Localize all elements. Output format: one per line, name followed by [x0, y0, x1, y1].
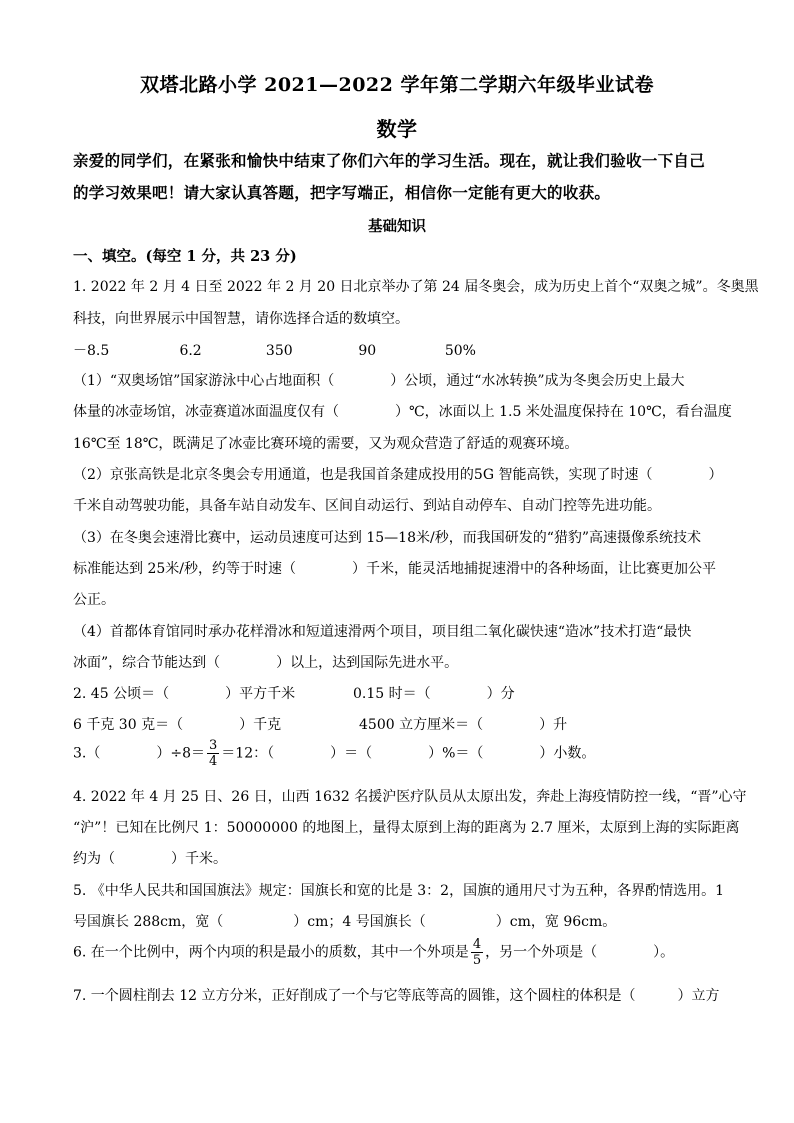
choice-item: －8.5: [73, 343, 110, 359]
q2-d: 4500 立方厘米＝（ ）升: [359, 717, 568, 733]
choice-item: 50%: [444, 343, 476, 359]
q1-sub1-line-1: （1）“双奥场馆”国家游泳中心占地面积（ ）公顷，通过“水冰转换”成为冬奥会历史上最大: [73, 373, 685, 389]
q6-frac-den: 5: [472, 953, 482, 968]
q4-line-2: “沪”！已知在比例尺 1：50000000 的地图上，量得太原到上海的距离为 2.7 厘米，太原到上海的实际距离: [73, 820, 740, 836]
q2-c: 6 千克 30 克＝（ ）千克: [73, 717, 282, 733]
part-heading: 一、填空。(每空 1 分，共 23 分): [73, 248, 297, 265]
q3-post: ＝12：（ ）＝（ ）%＝（ ）小数。: [221, 745, 596, 762]
q1-sub1-line-2: 体量的冰壶场馆，冰壶赛道冰面温度仅有（ ）℃，冰面以上 1.5 米处温度保持在 10℃，看台温度: [73, 404, 732, 420]
intro-line-2: 的学习效果吧！请大家认真答题，把字写端正，相信你一定能有更大的收获。: [73, 183, 611, 202]
q5-line-1: 5. 《中华人民共和国国旗法》规定：国旗长和宽的比是 3：2，国旗的通用尺寸为五种，各界酌情选用。1: [73, 883, 724, 899]
q6-frac-num: 4: [472, 937, 482, 952]
q2-row-1: [73, 683, 723, 703]
q1-sub1-line-3: 16℃至 18℃，既满足了冰壶比赛环境的需要，又为观众营造了舒适的观赛环境。: [73, 436, 579, 452]
q1-sub2-line-2: 千米自动驾驶功能，具备车站自动发车、区间自动运行、到站自动停车、自动门控等先进功能。: [73, 498, 661, 514]
q6-pre: 6. 在一个比例中，两个内项的积是最小的质数，其中一个外项是: [73, 944, 469, 961]
q1-sub3-line-2: 标准能达到 25米/秒，约等于时速（ ）千米，能灵活地捕捉速滑中的各种场面，让比赛更加公平: [73, 561, 716, 577]
q1-sub3-line-1: （3）在冬奥会速滑比赛中，运动员速度可达到 15—18米/秒，而我国研发的“猎豹”高速摄像系统技术: [73, 530, 702, 546]
q1-sub2-line-1: （2）京张高铁是北京冬奥会专用通道，也是我国首条建成投用的5G 智能高铁，实现了时速（ ）: [73, 467, 723, 483]
q6-post: ，另一个外项是（ ）。: [485, 944, 675, 961]
q1-choices: [73, 340, 723, 360]
q2-a: 2. 45 公顷＝（ ）平方千米: [73, 686, 296, 702]
q1-sub3-line-3: 公正。: [73, 592, 115, 608]
q1-sub4-line-2: 冰面”，综合节能达到（ ）以上，达到国际先进水平。: [73, 655, 459, 671]
q3-frac-num: 3: [209, 738, 218, 753]
q1-sub4-line-1: （4）首都体育馆同时承办花样滑冰和短道速滑两个项目，项目组二氧化碳快速“造冰”技术打造“最快: [73, 624, 692, 640]
choice-item: 350: [265, 343, 293, 359]
q7-line-1: 7. 一个圆柱削去 12 立方分米，正好削成了一个与它等底等高的圆锥，这个圆柱的体积是（ ）立方: [73, 988, 720, 1004]
q4-line-3: 约为（ ）千米。: [73, 851, 227, 867]
q1-line-1: 1. 2022 年 2 月 4 日至 2022 年 2 月 20 日北京举办了第 24 届冬奥会，成为历史上首个“双奥之城”。冬奥黑: [73, 279, 759, 295]
section-heading: 基础知识: [368, 218, 426, 235]
q6-fraction: [471, 937, 483, 968]
q5-line-2: 号国旗长 288cm，宽（ ）cm；4 号国旗长（ ）cm，宽 96cm。: [73, 914, 617, 930]
intro-line-1: 亲爱的同学们，在紧张和愉快中结束了你们六年的学习生活。现在，就让我们验收一下自己: [73, 151, 706, 170]
subject-title: 数学: [376, 117, 418, 141]
q4-line-1: 4. 2022 年 4 月 25 日、26 日，山西 1632 名援沪医疗队员从太原出发，奔赴上海疫情防控一线，“晋”心守: [73, 789, 747, 805]
q2-row-2: [73, 714, 723, 734]
q6-line: [73, 937, 723, 968]
q3-fraction: [207, 738, 219, 769]
q3-frac-den: 4: [209, 754, 218, 769]
q1-line-2: 科技，向世界展示中国智慧，请你选择合适的数填空。: [73, 311, 409, 327]
choice-item: 90: [358, 343, 377, 359]
q2-b: 0.15 时＝（ ）分: [353, 686, 515, 702]
choice-item: 6.2: [179, 343, 202, 359]
q3-pre: 3.（ ）÷8＝: [73, 745, 205, 762]
exam-title: 双塔北路小学 2021—2022 学年第二学期六年级毕业试卷: [140, 74, 654, 96]
q3-line: [73, 738, 723, 769]
